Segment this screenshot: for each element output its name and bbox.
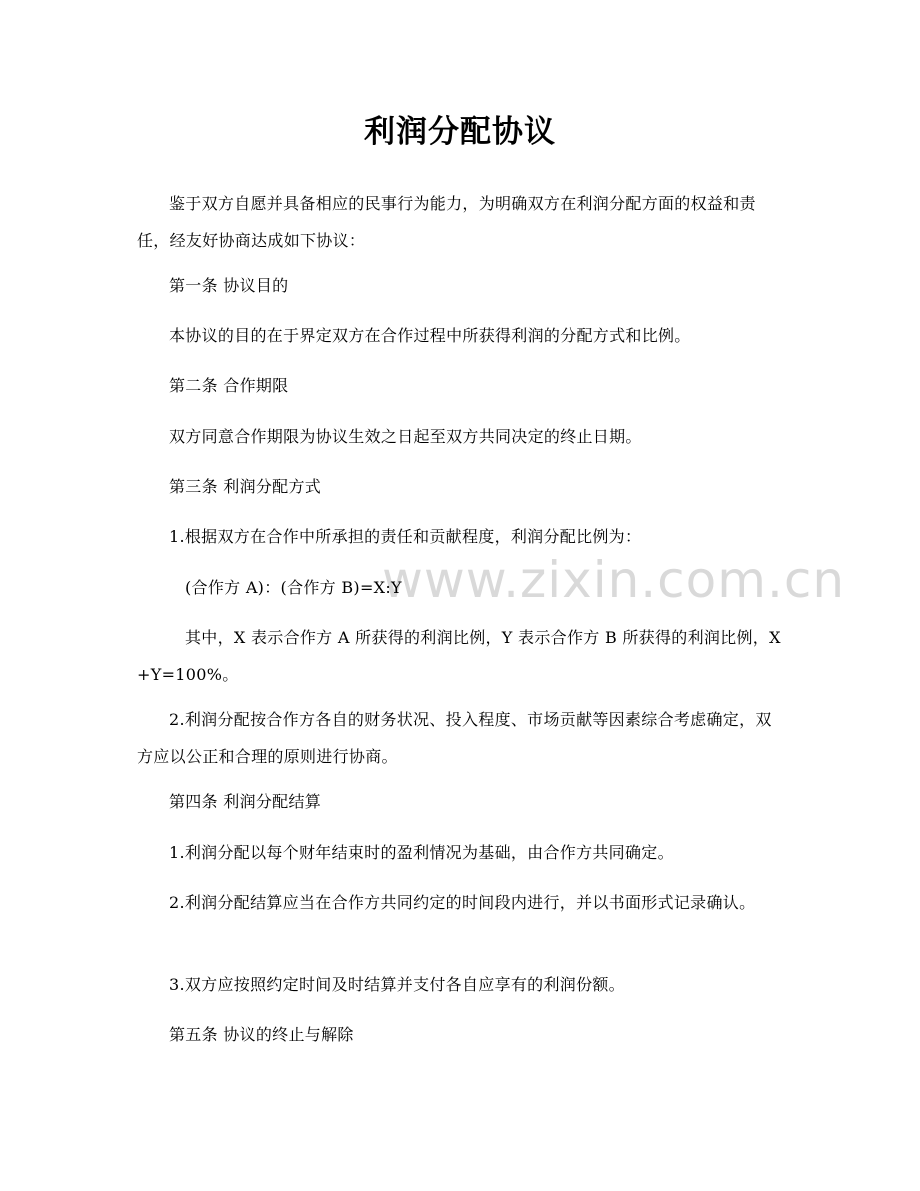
intro-paragraph: 鉴于双方自愿并具备相应的民事行为能力，为明确双方在利润分配方面的权益和责任，经友好协商达成如下协议： [137, 194, 756, 250]
article-1-heading: 第一条 协议目的 [169, 276, 289, 295]
ratio-formula: (合作方 A)：(合作方 B)=X:Y [185, 578, 402, 597]
ratio-explanation: 其中，X 表示合作方 A 所获得的利润比例，Y 表示合作方 B 所获得的利润比例，X+Y=100%。 [137, 628, 781, 684]
article-5-heading: 第五条 协议的终止与解除 [169, 1025, 354, 1044]
article-2-heading: 第二条 合作期限 [169, 376, 289, 395]
article-1-body: 本协议的目的在于界定双方在合作过程中所获得利润的分配方式和比例。 [169, 326, 691, 345]
article-3-item-1: 1.根据双方在合作中所承担的责任和贡献程度，利润分配比例为： [169, 527, 642, 546]
watermark: www.zixin.com.cn [382, 551, 846, 609]
article-3-heading: 第三条 利润分配方式 [169, 477, 322, 496]
article-4-item-1: 1.利润分配以每个财年结束时的盈利情况为基础，由合作方共同确定。 [169, 843, 674, 862]
article-3-item-2: 2.利润分配按合作方各自的财务状况、投入程度、市场贡献等因素综合考虑确定，双方应以公正和合理的原则进行协商。 [137, 710, 772, 766]
article-4-heading: 第四条 利润分配结算 [169, 792, 322, 811]
article-4-item-2: 2.利润分配结算应当在合作方共同约定的时间段内进行，并以书面形式记录确认。 [169, 893, 756, 912]
document-title: 利润分配协议 [364, 114, 556, 150]
article-4-item-3: 3.双方应按照约定时间及时结算并支付各自应享有的利润份额。 [169, 975, 625, 994]
article-2-body: 双方同意合作期限为协议生效之日起至双方共同决定的终止日期。 [169, 427, 642, 446]
